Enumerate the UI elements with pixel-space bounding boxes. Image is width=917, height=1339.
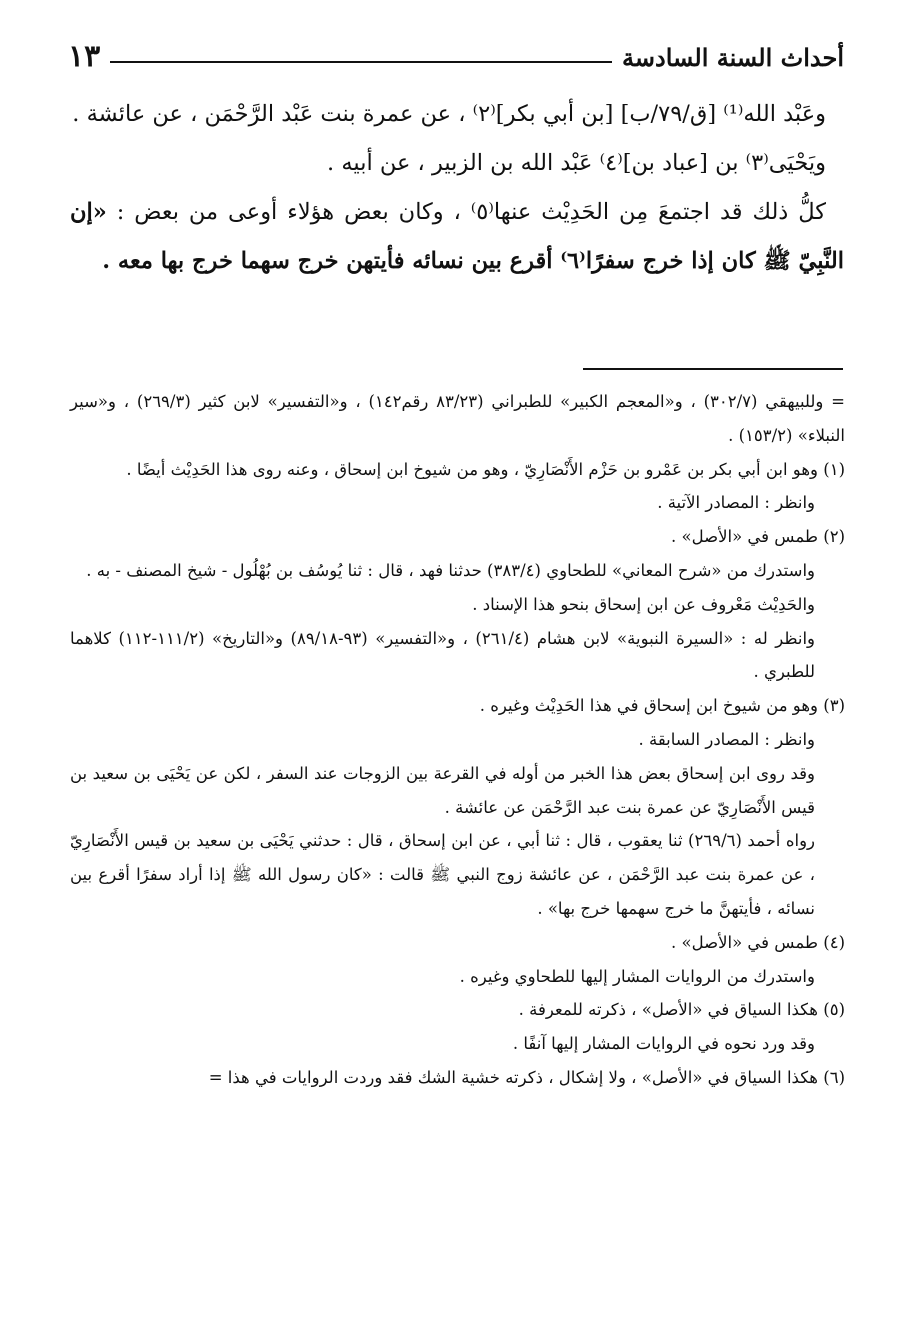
body-paragraph [70,188,844,286]
footnote-line: (٣) وهو من شيوخ ابن إسحاق في هذا الحَدِيْث وغيره . [479,696,845,716]
footnote-line: (٢) طمس في «الأصل» . [670,527,845,547]
page-number: ١٣ [68,39,101,74]
footnote-line: وانظر : المصادر السابقة . [638,729,815,749]
footnote-line: وقد روى ابن إسحاق بعض هذا الخبر من أوله في القرعة بين الزوجات عند السفر ، لكن عن يَحْيَى بن سعيد بن قيس الأَنْصَارِيّ عن عمرة بنت عبد الرَّحْمَن عن عائشة . [70,763,815,817]
footnote-line: وانظر : المصادر الآتية . [657,493,815,513]
footnotes [70,385,845,1095]
page-header [68,30,844,78]
header-rule [110,61,612,63]
footnote-line: وانظر له : «السيرة النبوية» لابن هشام (٢٦١/٤) ، و«التفسير» (٩٣-٨٩/١٨) و«التاريخ» (١١١/٢-١١٢) كلاهما للطبري . [70,628,816,682]
footnote-line: (٦) هكذا السياق في «الأصل» ، ولا إشكال ، ذكرته خشية الشك فقد وردت الروايات في هذا = [208,1067,845,1087]
footnote-line: والحَدِيْث مَعْروف عن ابن إسحاق بنحو هذا الإسناد . [472,594,815,614]
body-paragraph: وعَبْد الله⁽¹⁾ [ق/٧٩/ب] [بن أبي بكر]⁽٢⁾ ، عن عمرة بنت عَبْد الرَّحْمَن ، عن عائشة . [72,101,826,127]
footnote-line: (٥) هكذا السياق في «الأصل» ، ذكرته للمعرفة . [518,1000,845,1020]
footnote-line: (١) وهو ابن أبي بكر بن عَمْرو بن حَزْم الأَنْصَارِيّ ، وهو من شيوخ ابن إسحاق ، وعنه روى هذا الحَدِيْث أيضًا . [126,459,845,479]
footnote-line: رواه أحمد (٢٦٩/٦) ثنا يعقوب ، قال : ثنا أبي ، عن ابن إسحاق ، قال : حدثني يَحْيَى بن سعيد بن قيس الأَنْصَارِيّ ، عن عمرة بنت عبد الرَّحْمَن ، عن عائشة زوج النبي ﷺ قالت : «كان رسول الله ﷺ إذا أراد سفرًا أقرع بين نسائه ، فأيتهنَّ ما خرج سهمها خرج بها» . [70,831,816,918]
main-text [70,90,844,286]
hadith-text: «إن النَّبِيّ ﷺ كان إذا خرج سفرًا⁽٦⁾ أقرع بين نسائه فأيتهن خرج سهما خرج بها معه . [70,199,844,274]
footnote-line: = وللبيهقي (٣٠٢/٧) ، و«المعجم الكبير» للطبراني (٨٣/٢٣ رقم١٤٢) ، و«التفسير» لابن كثير (٢٦٩/٣) ، و«سير النبلاء» (١٥٣/٢) . [70,392,845,445]
running-title: أحداث السنة السادسة [622,43,844,72]
body-paragraph: ويَحْيَى⁽٣⁾ بن [عباد بن]⁽٤⁾ عَبْد الله بن الزبير ، عن أبيه . [327,150,826,176]
footnote-line: واستدرك من «شرح المعاني» للطحاوي (٣٨٣/٤) حدثنا فهد ، قال : ثنا يُوسُف بن بُهْلُول - شيخ المصنف - به . [86,560,815,580]
footnote-separator [583,368,843,370]
body-paragraph-lead: كلُّ ذلك قد اجتمعَ مِن الحَدِيْث عنها⁽٥⁾ ، وكان بعض هؤلاء أوعى من بعض : [116,199,827,225]
footnote-line: (٤) طمس في «الأصل» . [670,932,845,952]
footnote-line: وقد ورد نحوه في الروايات المشار إليها آنفًا . [512,1034,815,1054]
footnote-line: واستدرك من الروايات المشار إليها للطحاوي وغيره . [459,966,815,986]
